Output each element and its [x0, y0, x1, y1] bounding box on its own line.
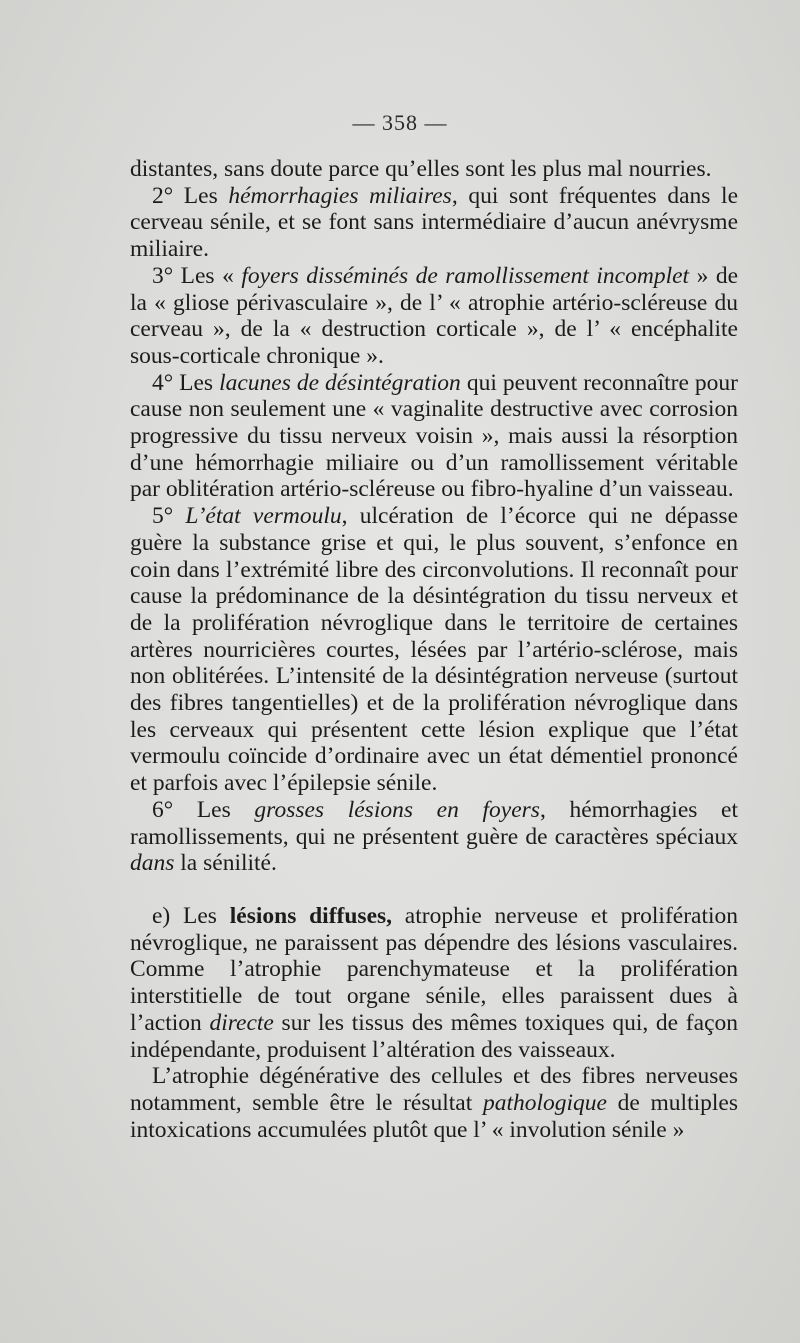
- text-run: , hémorrhagies et ramollissements, qui ne présentent guère de caractères spéciaux: [130, 796, 739, 850]
- text-run: sur les tissus des mêmes toxiques qui, de façon indépendante, produisent l’altération des vaisseaux.: [130, 1009, 738, 1063]
- text-run: e) Les: [152, 902, 230, 929]
- text-run: de multiples intoxications accumulées plutôt que l’ « involution sénile »: [130, 1089, 738, 1143]
- text-run: distantes, sans doute parce qu’elles sont les plus mal nourries.: [130, 156, 712, 182]
- text-run: 6° Les: [152, 796, 255, 823]
- paragraph: [130, 370, 738, 504]
- text-run: , ulcération de l’écorce qui ne dépasse guère la substance grise et qui, le plus souvent, s’enfonce en coin dans l’extrémité libre des circonvolutions. Il reconnaît pour cause la prédominance de la désintégration du tissu nerveux et de la prolifération névroglique dans le territoire de certaines artères nourricières courtes, lésées par l’artério-sclérose, mais non oblitérées. L’intensité de la désintégration nerveuse (surtout des fibres tangentielles) et de la prolifération névroglique dans les cerveaux qui présentent cette lésion explique que l’état vermoulu coïncide d’ordinaire avec un état démentiel prononcé et parfois avec l’épilepsie sénile.: [130, 503, 739, 797]
- italic-text: dans: [130, 850, 175, 877]
- paragraph: [130, 183, 738, 263]
- text-run: la sénilité.: [174, 850, 277, 877]
- text-run: atrophie nerveuse et prolifération névroglique, ne paraissent pas dépendre des lésions vasculaires. Comme l’atrophie parenchymateuse et la prolifération interstitielle de tout organe sénile, elles paraissent dues à l’action: [130, 902, 739, 1036]
- paragraph: [130, 503, 738, 797]
- text-run: 4° Les: [152, 369, 220, 396]
- text-run: » de la « gliose périvasculaire », de l’ « atrophie artério-scléreuse du cerveau », de la « destruction corticale », de l’ « encéphalite sous-corticale chronique ».: [130, 262, 738, 369]
- page-number: — 358 —: [352, 110, 448, 135]
- italic-text: L’état vermoulu: [185, 503, 342, 530]
- italic-text: pathologique: [482, 1089, 607, 1116]
- text-run: , qui sont fréquentes dans le cerveau sénile, et se font sans intermédiaire d’aucun anévrysme miliaire.: [130, 182, 738, 263]
- text-run: 5°: [152, 503, 186, 530]
- text-run: 2° Les: [152, 182, 229, 209]
- body-text: [130, 156, 738, 1143]
- italic-text: lacunes de désintégration: [219, 369, 461, 396]
- paragraph: [130, 156, 738, 183]
- italic-text: grosses lésions en foyers: [254, 796, 540, 823]
- paragraph: [130, 1063, 738, 1143]
- italic-text: directe: [209, 1009, 274, 1036]
- italic-text: foyers disséminés de ramollissement incomplet: [241, 262, 690, 289]
- paragraph: [130, 903, 738, 1063]
- text-run: L’atrophie dégénérative des cellules et des fibres nerveuses notamment, semble être le résultat: [130, 1063, 738, 1116]
- text-run: 3° Les «: [152, 262, 242, 289]
- text-run: qui peuvent reconnaître pour cause non seulement une « vaginalite destructive avec corrosion progressive du tissu nerveux voisin », mais aussi la résorption d’une hémorrhagie miliaire ou d’un ramollissement véritable par oblitération artério-scléreuse ou fibro-hyaline d’un vaisseau.: [130, 369, 738, 503]
- bold-text: lésions diffuses,: [229, 902, 393, 929]
- italic-text: hémorrhagies miliaires: [228, 182, 452, 209]
- paragraph: [130, 263, 738, 370]
- paragraph: [130, 797, 738, 877]
